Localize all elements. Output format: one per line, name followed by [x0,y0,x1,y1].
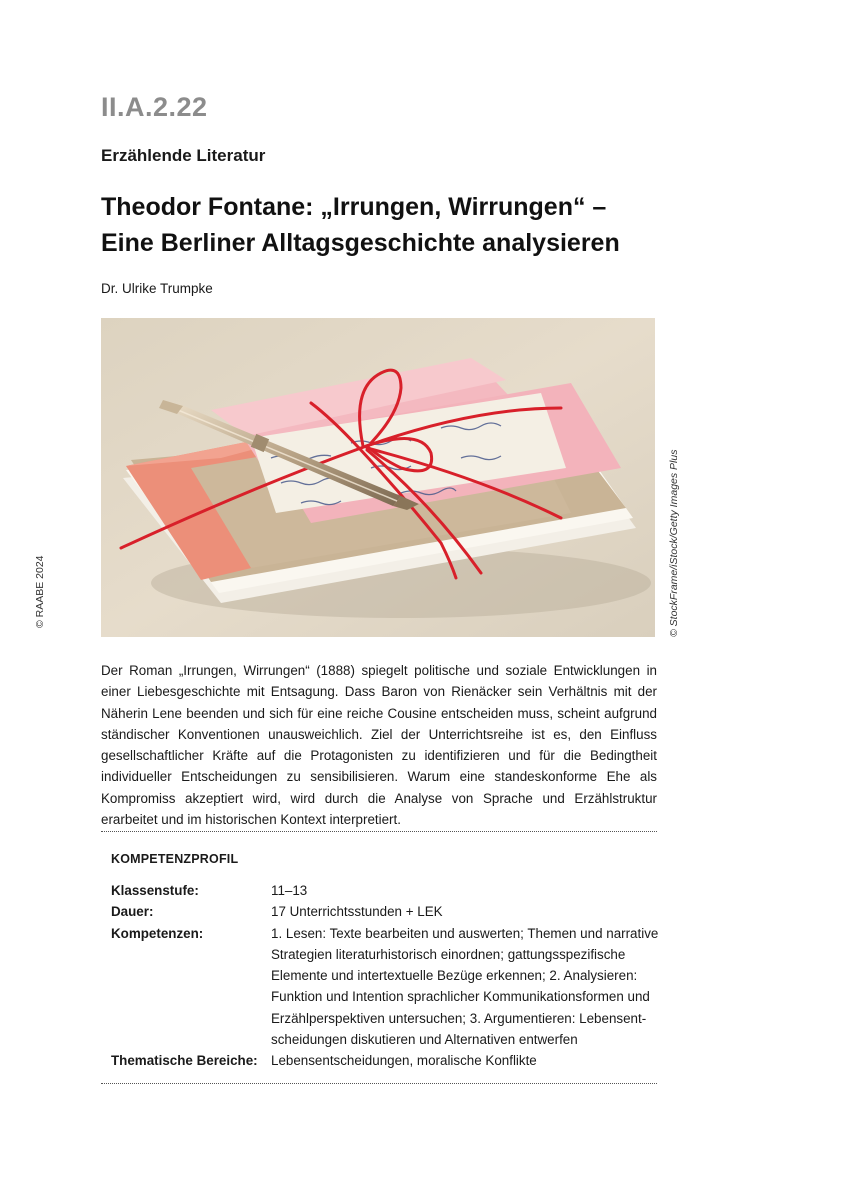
abstract-paragraph: Der Roman „Irrungen, Wirrungen“ (1888) spiegelt politische und soziale Entwicklungen in einer Liebesgeschichte mit Entsagung. Dass Baron von Rienäcker sein Verhältnis mit der Näherin Lene beenden und sich für eine reiche Cousine entscheiden muss, scheint aufgrund ständischer Konventionen unausweichlich. Ziel der Unterrichtsreihe ist es, den Einfluss gesellschaftlicher Kräfte auf die Protagonisten zu identifizieren und für die Bedingtheit individueller Entscheidungen zu sensibilisieren. Warum eine standeskonforme Ehe als Kompromiss akzeptiert wird, wird durch die Analyse von Sprache und Erzählstruktur erarbeitet und im historischen Kontext interpretiert. [101,663,657,828]
profile-value-line: Funktion und Intention sprachlicher Kommunikationsformen und [271,989,650,1005]
profile-row-grade [111,880,657,901]
rubric-heading: Erzählende Literatur [101,146,266,165]
profile-value-line: 17 Unterrichtsstunden + LEK [271,904,443,920]
profile-value-line: Lebensentscheidungen, moralische Konflikte [271,1053,537,1069]
document-title [101,189,721,261]
author-name: Dr. Ulrike Trumpke [101,281,213,296]
title-line-1: Theodor Fontane: „Irrungen, Wirrungen“ – [101,193,607,221]
profile-value-line: Erzählperspektiven untersuchen; 3. Argumentieren: Lebensent- [271,1010,647,1026]
profile-value-line: 1. Lesen: Texte bearbeiten und auswerten; Themen und narrative [271,925,659,941]
letters-with-pen-photo [101,318,655,637]
profile-value [271,901,657,922]
profile-label: Kompetenzen: [111,925,204,941]
profile-value-line: Strategien literaturhistorisch einordnen; gattungsspezifische [271,946,626,962]
series-code: II.A.2.22 [101,92,208,122]
profile-label: Thematische Bereiche: [111,1053,258,1069]
profile-value-line: scheidungen diskutieren und Alternativen entwerfen [271,1032,578,1048]
profile-value [271,1050,657,1071]
profile-value [271,923,658,1051]
profile-row-duration [111,901,657,922]
profile-value-line: 11–13 [271,883,308,898]
profile-value [271,880,657,901]
divider-top [101,831,657,832]
profile-row-topics [111,1050,657,1071]
competence-profile [111,880,657,1072]
profile-row-competences [111,923,657,1051]
profile-value-line: Elemente und intertextuelle Bezüge erkennen; 2. Analysieren: [271,968,638,984]
divider-bottom [101,1083,657,1084]
profile-label: Klassenstufe: [111,883,199,898]
copyright-notice: © RAABE 2024 [34,555,46,628]
image-credit: © StockFrame/iStock/Getty Images Plus [668,449,680,637]
profile-heading: KOMPETENZPROFIL [111,852,239,866]
title-line-2: Eine Berliner Alltagsgeschichte analysieren [101,229,620,257]
profile-label: Dauer: [111,904,154,920]
